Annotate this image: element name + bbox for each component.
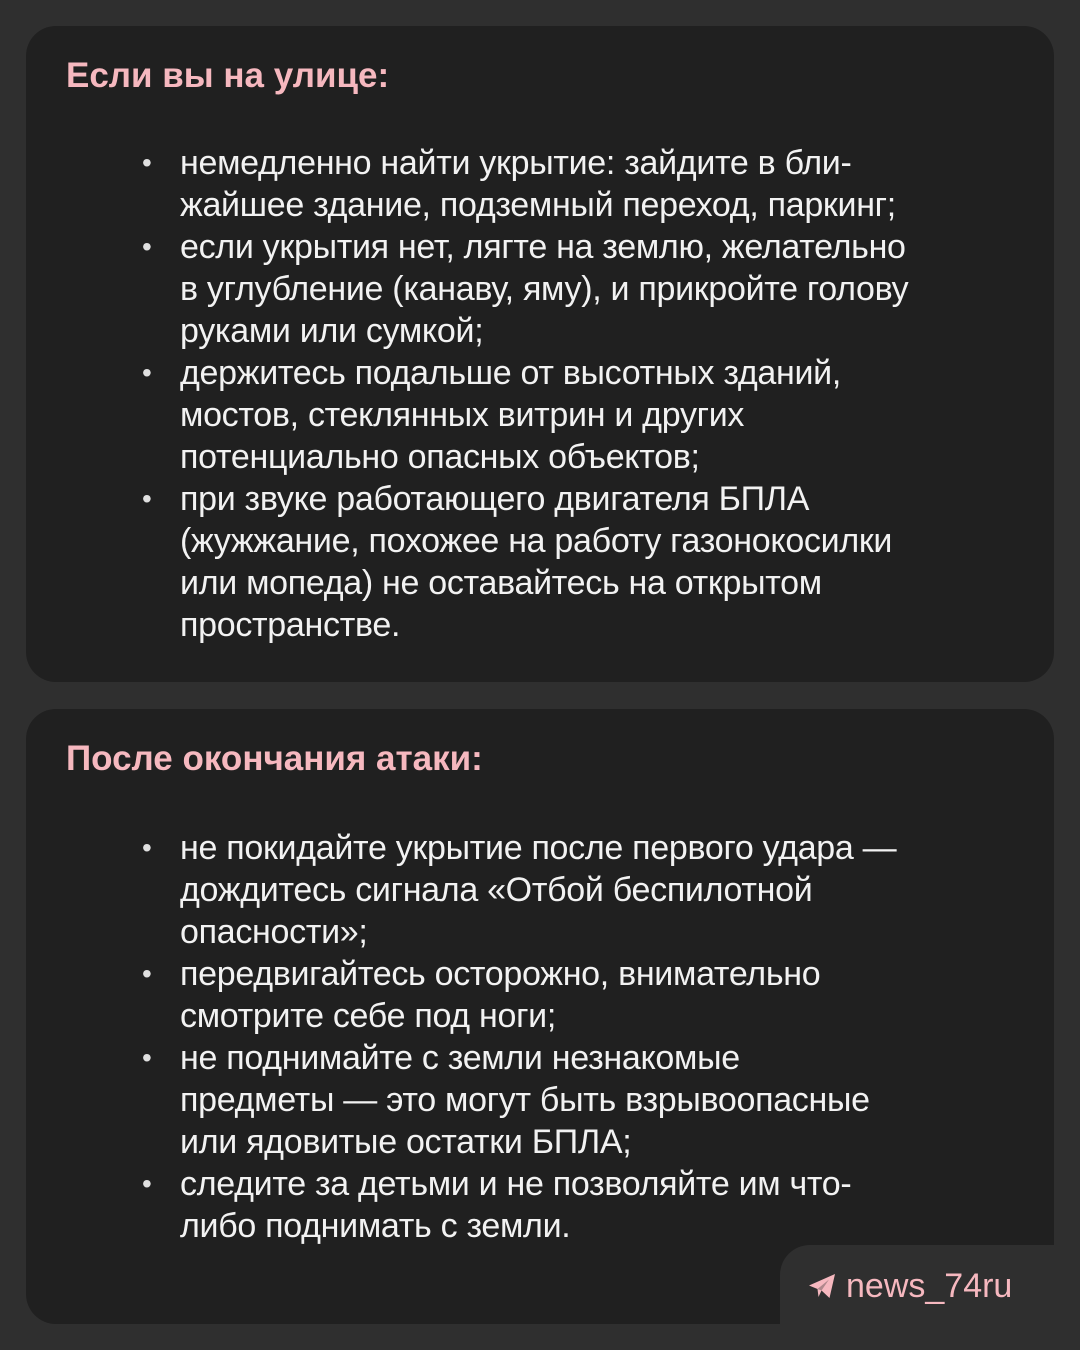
list-item-text: смотрите себе под ноги;: [180, 997, 557, 1035]
list-item-text: или ядовитые остатки БПЛА;: [180, 1123, 632, 1161]
source-handle[interactable]: news_74ru: [846, 1266, 1013, 1305]
bullet-icon: •: [142, 958, 152, 989]
list-item-text: либо поднимать с земли.: [180, 1207, 571, 1245]
list-item-text: потенциально опасных объектов;: [180, 438, 700, 476]
list-item-text: (жужжание, похожее на работу газонокосилки: [180, 522, 893, 560]
bullet-icon: •: [142, 832, 152, 863]
list-item: [136, 827, 1016, 953]
outdoor-instruction-list: [136, 142, 1016, 646]
list-item: [136, 478, 1016, 646]
outdoor-section-title: Если вы на улице:: [66, 56, 390, 95]
list-item-text: или мопеда) не оставайтесь на открытом: [180, 564, 822, 602]
list-item-text: немедленно найти укрытие: зайдите в бли-: [180, 144, 852, 182]
bullet-icon: •: [142, 1168, 152, 1199]
list-item-text: держитесь подальше от высотных зданий,: [180, 354, 842, 392]
list-item-text: предметы — это могут быть взрывоопасные: [180, 1081, 870, 1119]
after-attack-instructions-card: [26, 709, 1054, 1324]
after-attack-section-title: После окончания атаки:: [66, 739, 483, 778]
bullet-icon: •: [142, 357, 152, 388]
list-item-text: жайшее здание, подземный переход, паркинг;: [180, 186, 896, 224]
list-item-text: пространстве.: [180, 606, 401, 644]
list-item-text: в углубление (канаву, яму), и прикройте голову: [180, 270, 909, 308]
list-item: [136, 142, 1016, 226]
bullet-icon: •: [142, 483, 152, 514]
list-item-text: при звуке работающего двигателя БПЛА: [180, 480, 810, 518]
list-item-text: не покидайте укрытие после первого удара —: [180, 829, 897, 867]
list-item-text: не поднимайте с земли незнакомые: [180, 1039, 740, 1077]
after-attack-instruction-list: [136, 827, 1016, 1247]
list-item: [136, 1163, 1016, 1247]
list-item-text: если укрытия нет, лягте на землю, желательно: [180, 228, 906, 266]
list-item-text: дождитесь сигнала «Отбой беспилотной: [180, 871, 813, 909]
bullet-icon: •: [142, 147, 152, 178]
outdoor-instructions-card: [26, 26, 1054, 682]
list-item: [136, 226, 1016, 352]
telegram-icon: [806, 1270, 838, 1302]
list-item-text: передвигайтесь осторожно, внимательно: [180, 955, 821, 993]
source-badge[interactable]: [806, 1262, 1012, 1310]
list-item-text: следите за детьми и не позволяйте им что-: [180, 1165, 852, 1203]
list-item: [136, 953, 1016, 1037]
bullet-icon: •: [142, 1042, 152, 1073]
list-item-text: опасности»;: [180, 913, 368, 951]
bullet-icon: •: [142, 231, 152, 262]
list-item-text: руками или сумкой;: [180, 312, 484, 350]
list-item: [136, 352, 1016, 478]
list-item: [136, 1037, 1016, 1163]
list-item-text: мостов, стеклянных витрин и других: [180, 396, 745, 434]
